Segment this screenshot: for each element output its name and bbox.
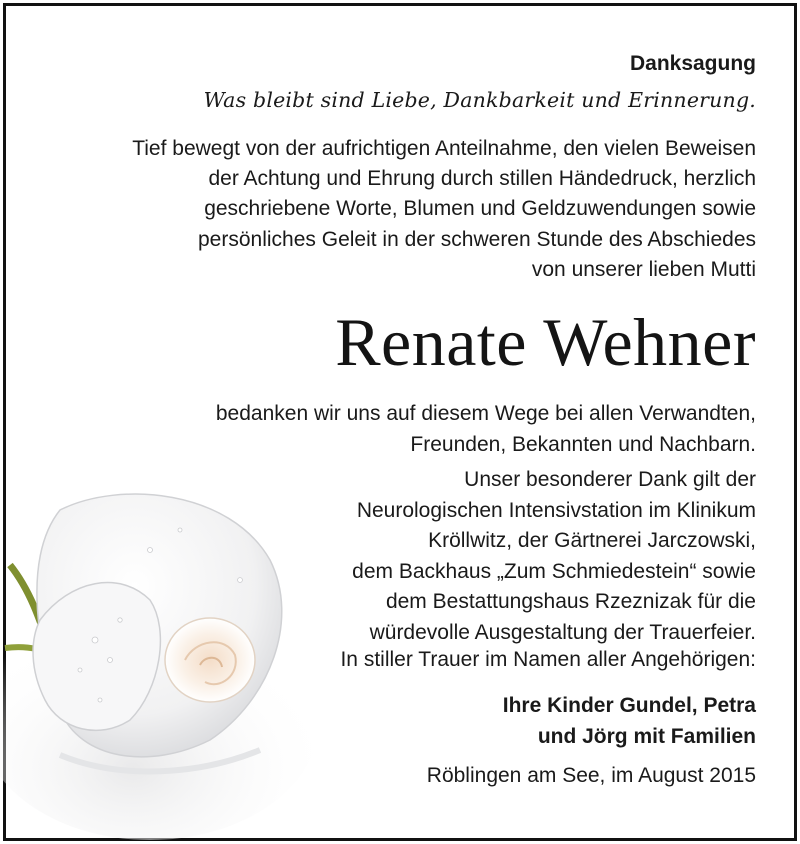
- thanks-line: bedanken wir uns auf diesem Wege bei allen Verwandten,: [215, 402, 756, 425]
- intro-line: der Achtung und Ehrung durch stillen Händedruck, herzlich: [208, 167, 756, 191]
- special-thanks-line: dem Backhaus „Zum Schmiedestein“ sowie: [352, 559, 756, 583]
- white-rose-icon: [0, 470, 320, 840]
- intro-paragraph: [132, 134, 756, 285]
- signers: [503, 690, 756, 752]
- notice-heading: Danksagung: [629, 52, 756, 75]
- intro-line: geschriebene Worte, Blumen und Geldzuwendungen sowie: [204, 197, 756, 221]
- thanks-line: Freunden, Bekannten und Nachbarn.: [410, 433, 756, 456]
- special-thanks-line: Unser besonderer Dank gilt der: [464, 468, 756, 491]
- motto: Was bleibt sind Liebe, Dankbarkeit und Erinnerung.: [203, 88, 756, 112]
- special-thanks-line: dem Bestattungshaus Rzeznizak für die: [385, 590, 756, 613]
- thanks-paragraph: [216, 398, 756, 460]
- signer-line: Ihre Kinder Gundel, Petra: [502, 694, 756, 717]
- signer-line: und Jörg mit Familien: [537, 725, 756, 748]
- special-thanks-paragraph: [352, 465, 756, 648]
- special-thanks-line: würdevolle Ausgestaltung der Trauerfeier.: [369, 620, 756, 644]
- special-thanks-line: Kröllwitz, der Gärtnerei Jarczowski,: [428, 529, 756, 552]
- intro-line: von unserer lieben Mutti: [531, 257, 756, 281]
- special-thanks-line: Neurologischen Intensivstation im Klinikum: [356, 498, 756, 522]
- intro-line: Tief bewegt von der aufrichtigen Anteilnahme, den vielen Beweisen: [132, 137, 756, 160]
- mourning-line: In stiller Trauer im Namen aller Angehörigen:: [340, 648, 756, 671]
- place-date: Röblingen am See, im August 2015: [426, 764, 756, 787]
- intro-line: persönliches Geleit in der schweren Stunde des Abschiedes: [198, 227, 756, 251]
- deceased-name: Renate Wehner: [335, 304, 756, 380]
